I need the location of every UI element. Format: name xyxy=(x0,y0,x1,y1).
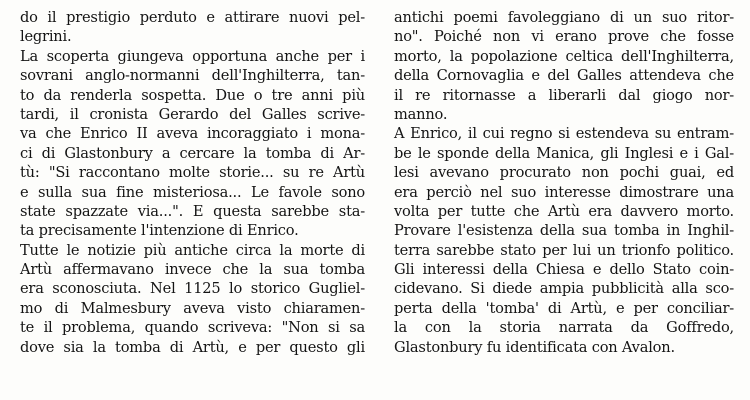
text-line: tardi, il cronista Gerardo del Galles scrive- xyxy=(20,105,365,123)
text-line: volta per tutte che Artù era davvero morto. xyxy=(394,202,734,220)
text-line: Provare l'esistenza della sua tomba in Inghil- xyxy=(394,222,734,240)
text-line: Glastonbury fu identificata con Avalon. xyxy=(394,338,675,356)
text-line: to da renderla sospetta. Due o tre anni più xyxy=(20,86,365,104)
text-line: be le sponde della Manica, gli Inglesi e i Gal- xyxy=(394,144,734,162)
text-line: A Enrico, il cui regno si estendeva su entram- xyxy=(394,125,734,143)
text-line: era sconosciuta. Nel 1125 lo storico Gugliel- xyxy=(20,280,365,298)
text-line: il re ritornasse a liberarli dal giogo nor- xyxy=(394,86,734,104)
text-line: ci di Glastonbury a cercare la tomba di Ar- xyxy=(20,144,365,162)
text-line: Gli interessi della Chiesa e dello Stato coin- xyxy=(394,261,734,279)
text-line: La scoperta giungeva opportuna anche per i xyxy=(20,47,365,65)
text-line: state spazzate via...". E questa sarebbe sta- xyxy=(20,202,365,220)
text-line: ta precisamente l'intenzione di Enrico. xyxy=(20,222,299,240)
text-column-right xyxy=(394,8,734,357)
text-line: terra sarebbe stato per lui un trionfo politico. xyxy=(394,241,734,259)
text-line: della Cornovaglia e del Galles attendeva che xyxy=(394,67,734,85)
text-line: dove sia la tomba di Artù, e per questo gli xyxy=(20,338,365,356)
text-line: e sulla sua fine misteriosa... Le favole sono xyxy=(20,183,365,201)
text-line: tù: "Si raccontano molte storie... su re Artù xyxy=(20,164,365,182)
text-line: la con la storia narrata da Goffredo, xyxy=(394,319,734,337)
text-line: Artù affermavano invece che la sua tomba xyxy=(20,261,365,279)
text-line: do il prestigio perduto e attirare nuovi pel- xyxy=(20,9,365,26)
text-line: perta della 'tomba' di Artù, e per conciliar- xyxy=(394,299,734,317)
text-line: sovrani anglo-normanni dell'Inghilterra, tan- xyxy=(20,67,365,85)
text-line: manno. xyxy=(394,105,448,123)
text-line: te il problema, quando scriveva: "Non si sa xyxy=(20,319,365,337)
text-line: morto, la popolazione celtica dell'Inghilterra, xyxy=(394,47,734,65)
text-line: no". Poiché non vi erano prove che fosse xyxy=(394,28,734,46)
text-line: era perciò nel suo interesse dimostrare una xyxy=(394,183,734,201)
text-line: mo di Malmesbury aveva visto chiaramen- xyxy=(20,299,365,317)
text-line: lesi avevano procurato non pochi guai, ed xyxy=(394,164,734,182)
text-line: antichi poemi favoleggiano di un suo ritor- xyxy=(394,9,734,26)
text-line: legrini. xyxy=(20,28,72,46)
text-line: va che Enrico II aveva incoraggiato i mona- xyxy=(20,125,365,143)
text-line: Tutte le notizie più antiche circa la morte di xyxy=(20,241,365,259)
text-line: cidevano. Si diede ampia pubblicità alla sco- xyxy=(394,280,734,298)
text-column-left xyxy=(20,8,365,357)
